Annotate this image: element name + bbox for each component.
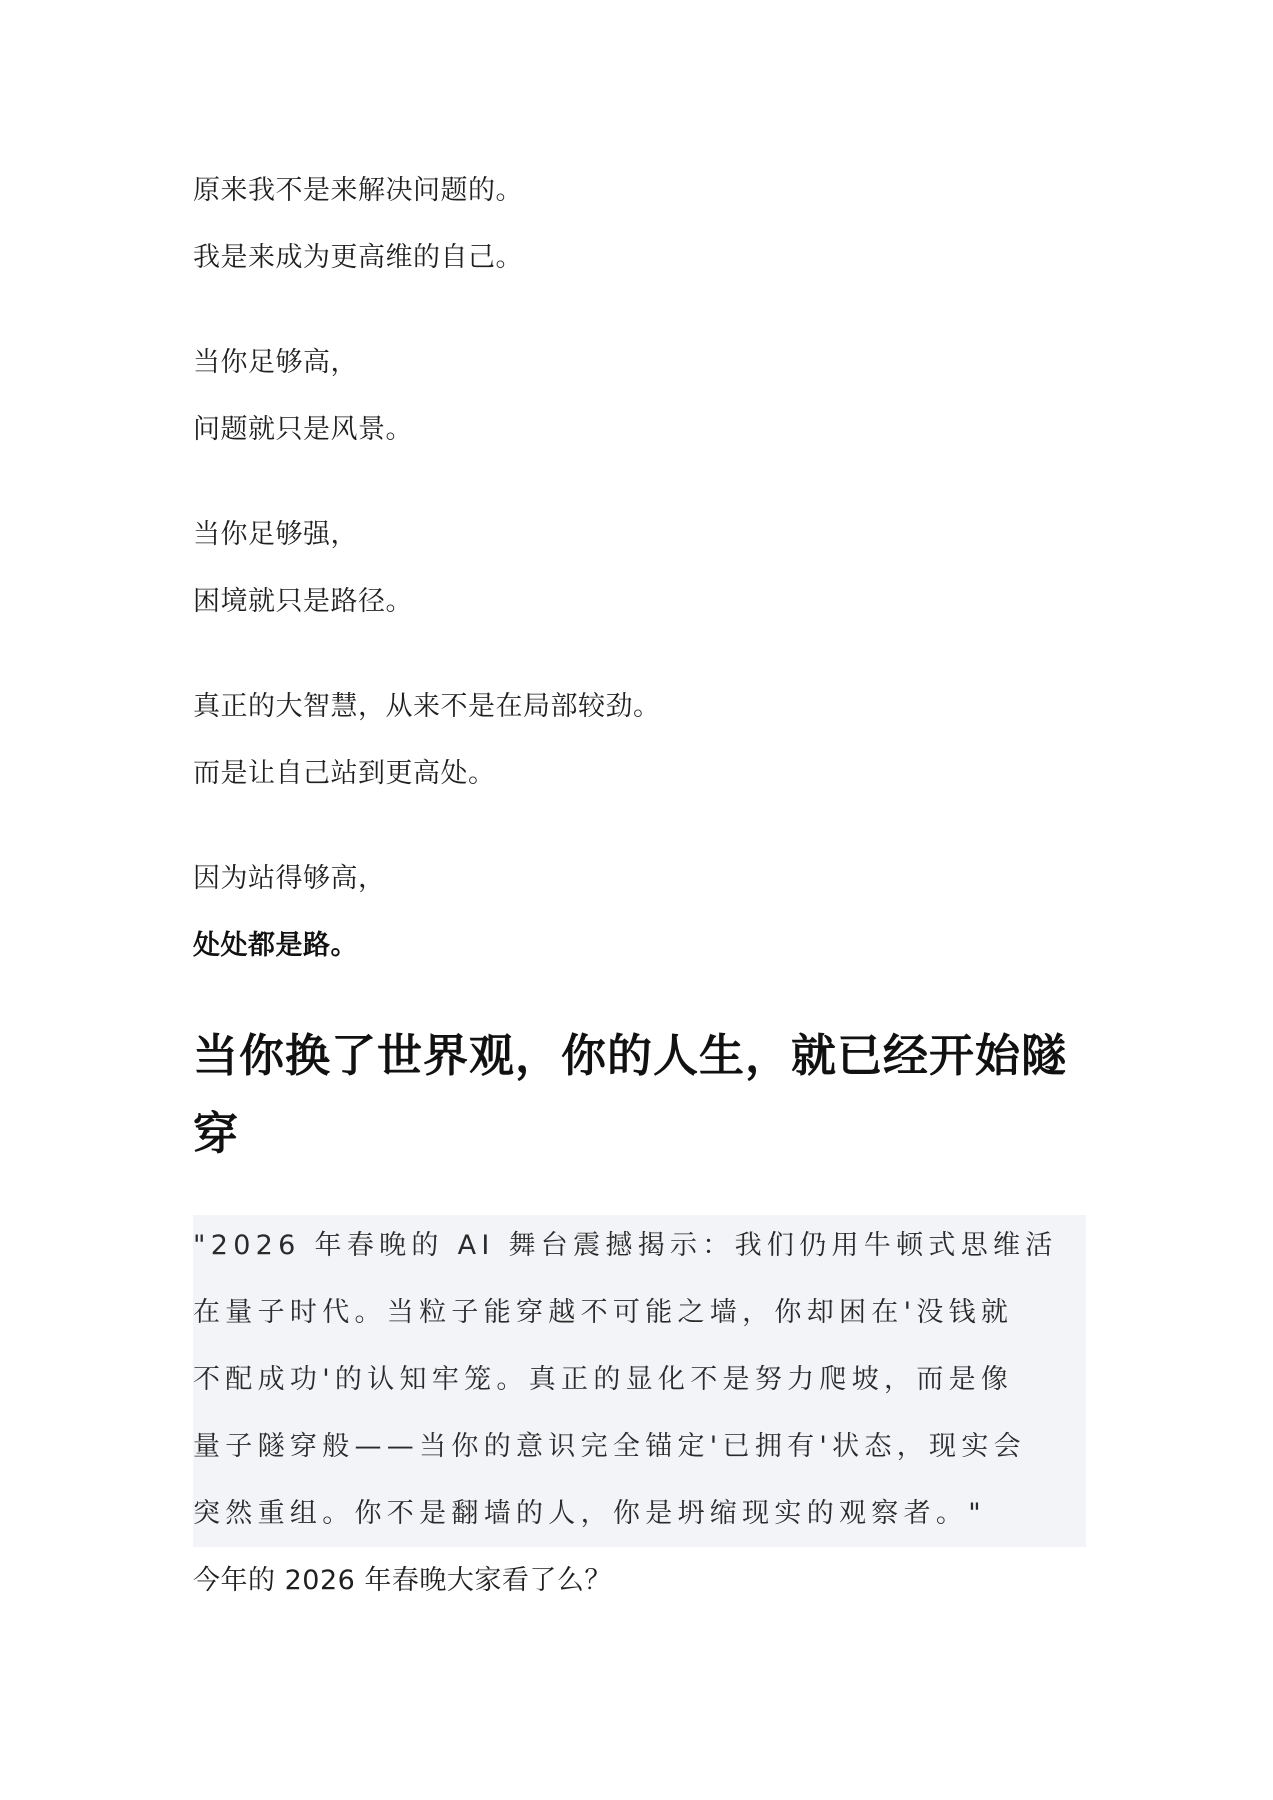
blockquote [193, 1215, 1086, 1547]
quote-line: "2026 年春晚的 AI 舞台震撼揭示：我们仍用牛顿式思维活 [193, 1230, 1058, 1261]
paragraph-line: 原来我不是来解决问题的。 [193, 175, 523, 206]
paragraph-line: 当你足够高， [193, 347, 358, 378]
paragraph-line: 真正的大智慧，从来不是在局部较劲。 [193, 691, 661, 722]
section-heading-line-1: 当你换了世界观，你的人生，就已经开始隧 [193, 1029, 1068, 1082]
paragraph-line: 因为站得够高， [193, 863, 386, 894]
paragraph-line: 而是让自己站到更高处。 [193, 758, 496, 789]
paragraph-line: 问题就只是风景。 [193, 414, 413, 445]
section-heading-line-2: 穿 [193, 1107, 240, 1160]
paragraph-line: 我是来成为更高维的自己。 [193, 242, 523, 273]
paragraph-line: 当你足够强， [193, 519, 358, 550]
closing-prefix: 今年的 [193, 1565, 285, 1596]
quote-line: 量子隧穿般——当你的意识完全锚定'已拥有'状态，现实会 [193, 1431, 1026, 1462]
quote-line: 突然重组。你不是翻墙的人，你是坍缩现实的观察者。" [193, 1498, 986, 1529]
closing-question [193, 1562, 612, 1600]
paragraph-line: 困境就只是路径。 [193, 586, 413, 617]
quote-line: 不配成功'的认知牢笼。真正的显化不是努力爬坡，而是像 [193, 1364, 1014, 1395]
quote-line: 在量子时代。当粒子能穿越不可能之墙，你却困在'没钱就 [193, 1297, 1014, 1328]
closing-year: 2026 [284, 1565, 356, 1596]
emphasis-line: 处处都是路。 [193, 930, 358, 961]
closing-suffix: 年春晚大家看了么？ [355, 1565, 612, 1596]
